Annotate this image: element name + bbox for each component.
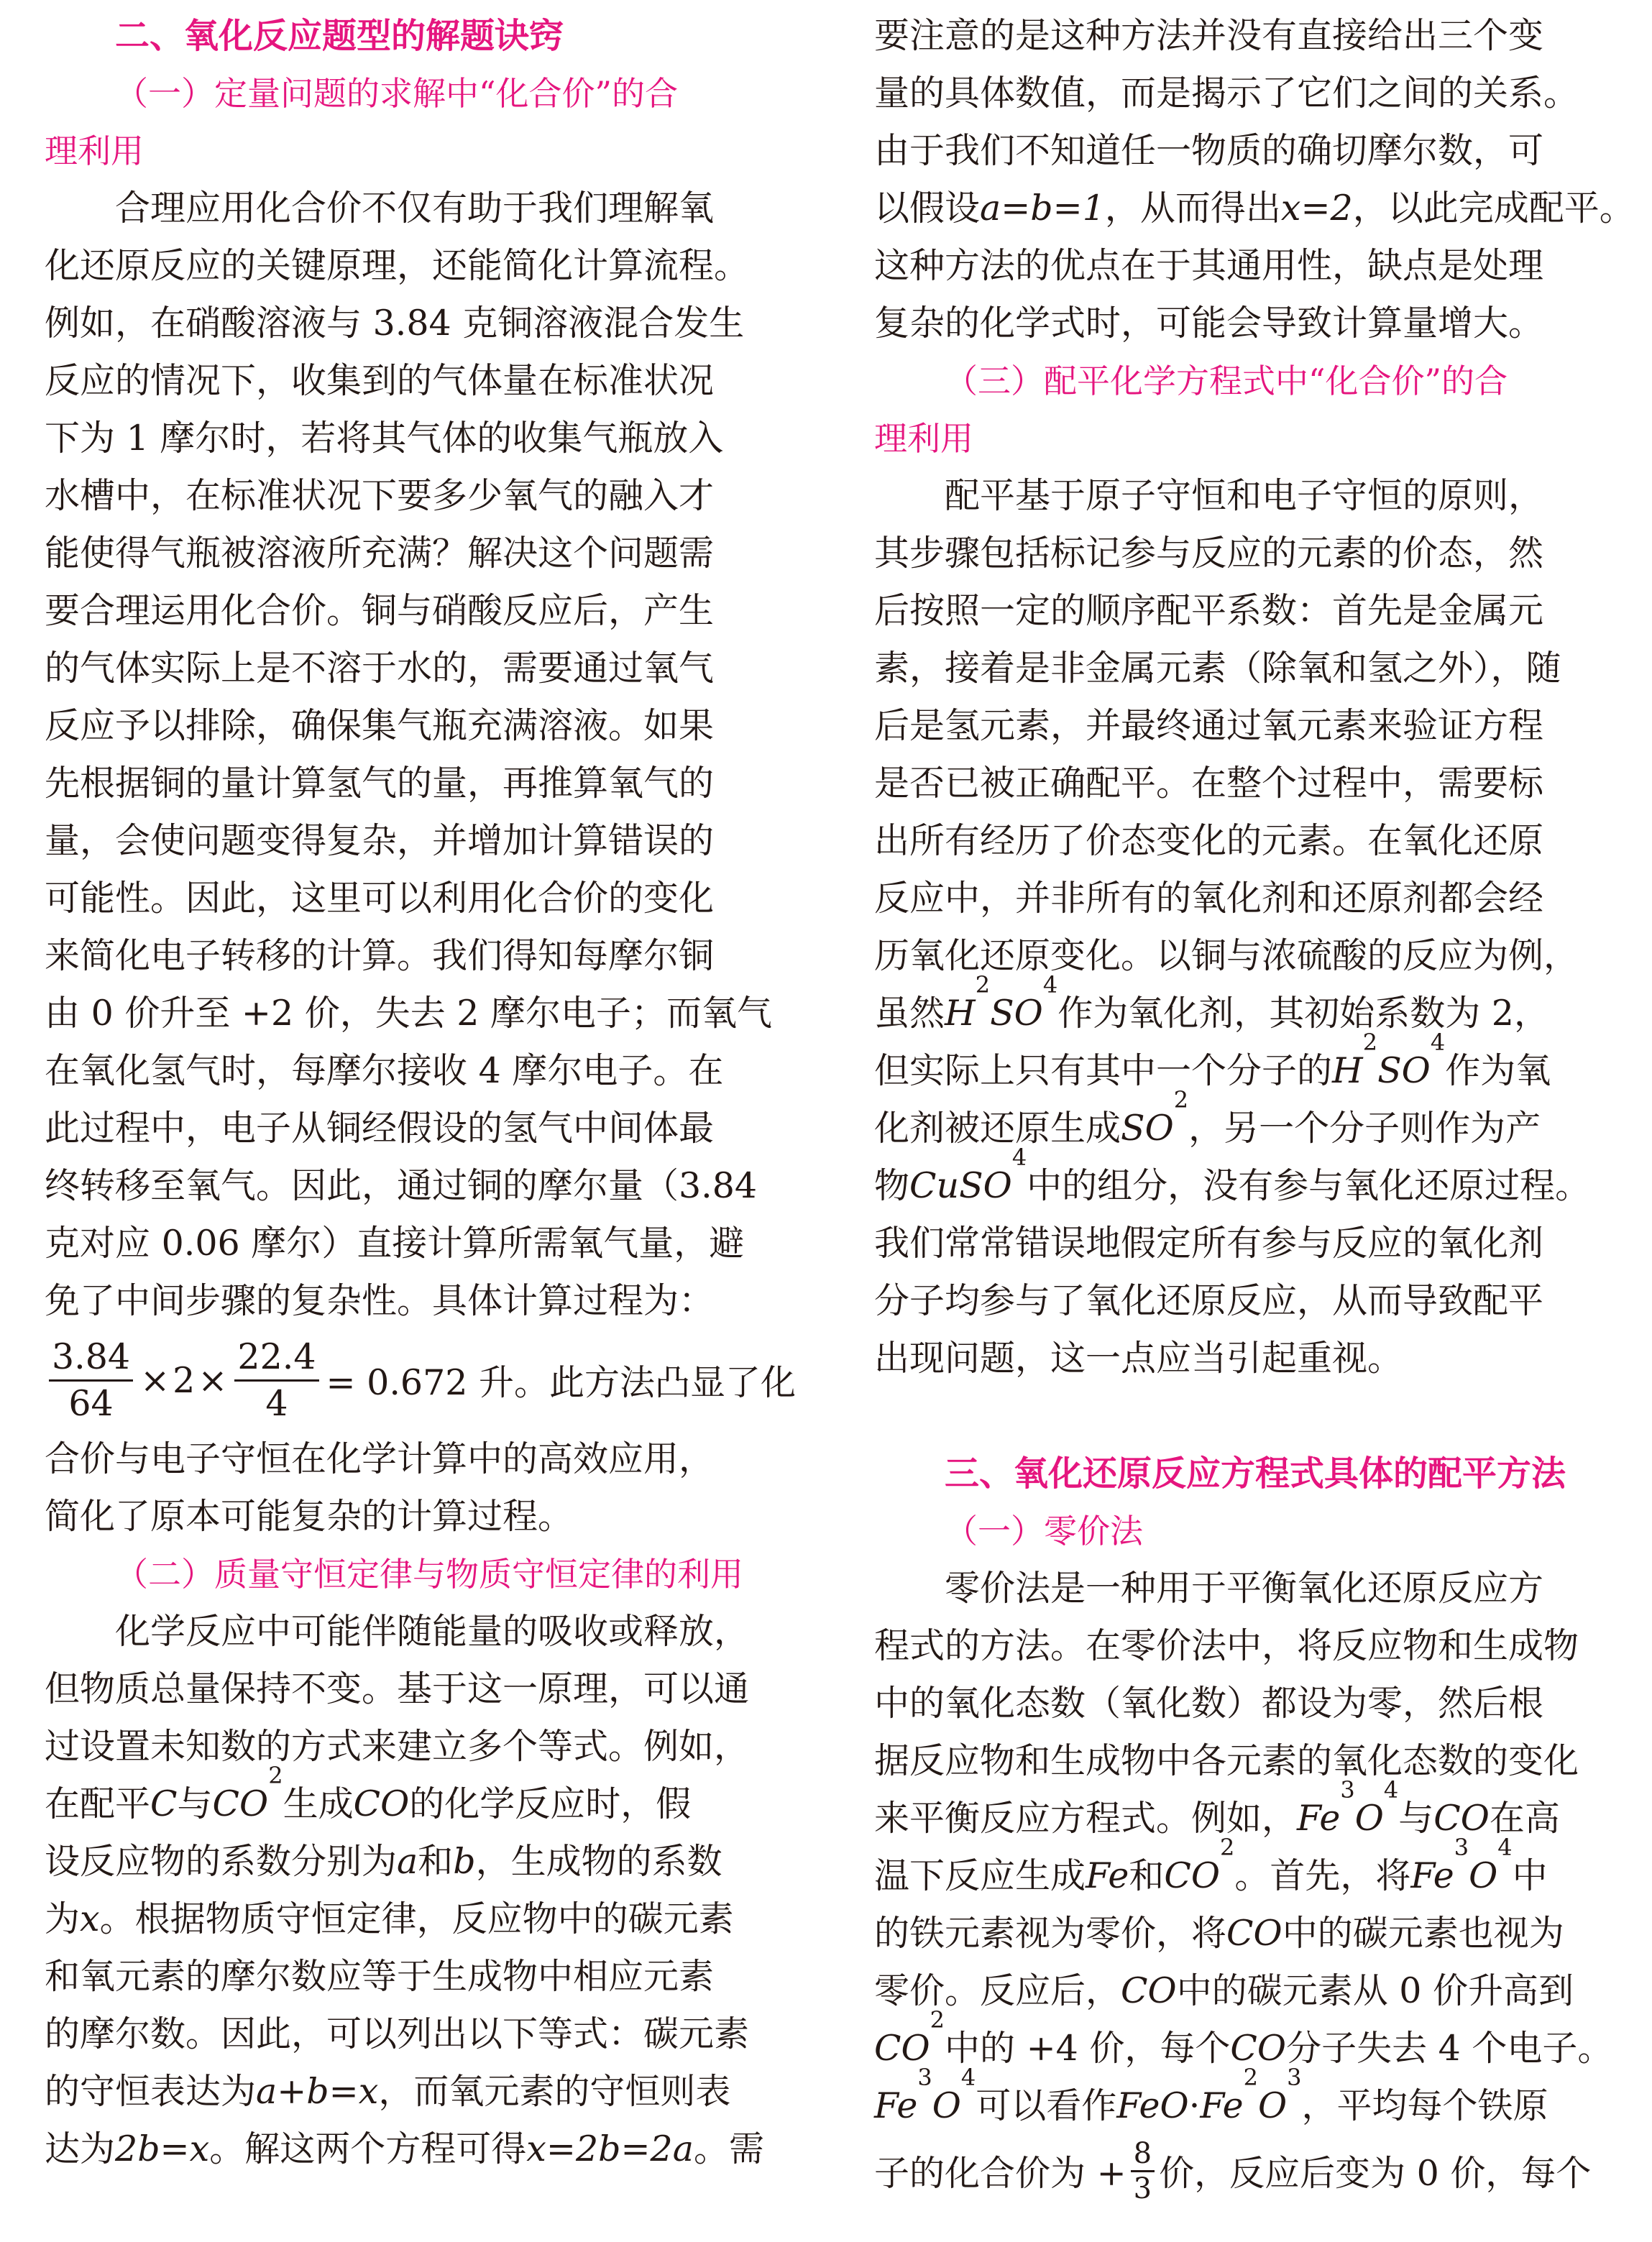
- paragraph-line: 由于我们不知道任一物质的确切摩尔数，可: [874, 130, 1544, 171]
- paragraph-line: 的铁元素视为零价，将 CO 中的碳元素也视为: [874, 1913, 1564, 1954]
- paragraph-line: 水槽中，在标准状况下要多少氧气的融入才: [45, 475, 715, 516]
- paragraph-line: 过设置未知数的方式来建立多个等式。例如，: [45, 1726, 750, 1767]
- paragraph-line: 要注意的是这种方法并没有直接给出三个变: [874, 15, 1544, 56]
- paragraph-line: 零价法是一种用于平衡氧化还原反应方: [945, 1568, 1544, 1609]
- paragraph-line: 下为 1 摩尔时，若将其气体的收集气瓶放入: [45, 418, 724, 459]
- paragraph-line: 此过程中，电子从铜经假设的氢气中间体最: [45, 1108, 715, 1149]
- paragraph-line: 这种方法的优点在于其通用性，缺点是处理: [874, 245, 1544, 286]
- paragraph-line: 在氧化氢气时，每摩尔接收 4 摩尔电子。在: [45, 1050, 724, 1091]
- paragraph-line: 达为 2b=x 。解这两个方程可得 x=2b=2a 。需: [45, 2128, 764, 2169]
- factor-two: 2: [173, 1359, 196, 1401]
- paragraph-line: 反应中，并非所有的氧化剂和还原剂都会经: [874, 878, 1544, 919]
- paragraph-line: 出所有经历了价态变化的元素。在氧化还原: [874, 820, 1544, 861]
- paragraph-line: 克对应 0.06 摩尔）直接计算所需氧气量，避: [45, 1223, 745, 1264]
- paragraph-line: 化剂被还原生成 SO 2 ，另一个分子则作为产: [874, 1086, 1541, 1149]
- paragraph-line: 但物质总量保持不变。基于这一原理，可以通: [45, 1668, 750, 1709]
- paragraph-line: 能使得气瓶被溶液所充满？解决这个问题需: [45, 533, 715, 574]
- fraction-denominator: 4: [265, 1382, 288, 1424]
- paragraph-line: 要合理运用化合价。铜与硝酸反应后，产生: [45, 590, 715, 631]
- paragraph-line: 虽然 H 2 SO 4 作为氧化剂，其初始系数为 2，: [874, 971, 1549, 1034]
- fraction-numerator: 22.4: [234, 1335, 318, 1382]
- fraction-numerator: 8: [1131, 2137, 1155, 2172]
- paragraph-line: 零价。反应后， CO 中的碳元素从 0 价升高到: [874, 1970, 1574, 2011]
- paragraph-line: 量，会使问题变得复杂，并增加计算错误的: [45, 820, 715, 861]
- paragraph-line: 素，接着是非金属元素（除氧和氢之外），随: [874, 648, 1561, 689]
- section-spacer: [874, 1387, 1652, 1445]
- paragraph-line: 反应予以排除，确保集气瓶充满溶液。如果: [45, 705, 715, 746]
- copper-oxygen-formula: [45, 1330, 828, 1430]
- fraction-molar-volume: [234, 1335, 318, 1426]
- paragraph-line: 后是氢元素，并最终通过氧元素来验证方程: [874, 705, 1544, 746]
- paragraph-line-fraction: 子的化合价为 + $\frac{8}{3}$ 价，反应后变为 0 价，每个: [874, 2136, 1592, 2205]
- paragraph-line: 为 x 。根据物质守恒定律，反应物中的碳元素: [45, 1898, 734, 1939]
- paragraph-line: 以假设 a=b=1 ，从而得出 x=2 ，以此完成配平。: [874, 188, 1635, 229]
- paragraph-line: 简化了原本可能复杂的计算过程。: [45, 1496, 574, 1537]
- subheading-3-line-2: 理利用: [874, 419, 973, 458]
- paragraph-line: 物 CuSO 4 中的组分，没有参与氧化还原过程。: [874, 1144, 1591, 1206]
- paragraph-line: 化还原反应的关键原理，还能简化计算流程。: [45, 245, 750, 286]
- paragraph-line: 分子均参与了氧化还原反应，从而导致配平: [874, 1280, 1544, 1321]
- paragraph-line: 免了中间步骤的复杂性。具体计算过程为：: [45, 1280, 715, 1321]
- paragraph-line: 出现问题，这一点应当引起重视。: [874, 1338, 1403, 1379]
- paragraph-line: 和氧元素的摩尔数应等于生成物中相应元素: [45, 1956, 715, 1997]
- paragraph-line: 但实际上只有其中一个分子的 H 2 SO 4 作为氧: [874, 1029, 1551, 1091]
- paragraph-line: 例如，在硝酸溶液与 3.84 克铜溶液混合发生: [45, 303, 745, 344]
- fraction-denominator: 3: [1133, 2172, 1152, 2205]
- fraction-copper-moles: [49, 1335, 133, 1426]
- times-sign: ×: [198, 1359, 228, 1401]
- paragraph-line: 终转移至氧气。因此，通过铜的摩尔量（3.84: [45, 1165, 758, 1206]
- paragraph-line: 在配平 C 与 CO 2 生成 CO 的化学反应时，假: [45, 1762, 692, 1824]
- paragraph-line: Fe 3 O 4 可以看作 FeO · Fe 2 O 3 ，平均每个铁原: [874, 2064, 1548, 2126]
- paragraph-line: 我们常常错误地假定所有参与反应的氧化剂: [874, 1223, 1544, 1264]
- paragraph-line: 先根据铜的量计算氢气的量，再推算氧气的: [45, 763, 715, 804]
- paragraph-line: 的守恒表达为 a+b=x ，而氧元素的守恒则表: [45, 2071, 731, 2112]
- paragraph-line: 来简化电子转移的计算。我们得知每摩尔铜: [45, 935, 715, 976]
- paragraph-line: 可能性。因此，这里可以利用化合价的变化: [45, 878, 715, 919]
- paragraph-line: 据反应物和生成物中各元素的氧化态数的变化: [874, 1740, 1579, 1781]
- paragraph-line: 化学反应中可能伴随能量的吸收或释放，: [115, 1611, 750, 1652]
- paragraph-line: 的摩尔数。因此，可以列出以下等式：碳元素: [45, 2013, 750, 2054]
- section-heading-3: 三、氧化还原反应方程式具体的配平方法: [945, 1453, 1566, 1494]
- fraction-numerator: 3.84: [49, 1335, 133, 1382]
- paragraph-line: 的气体实际上是不溶于水的，需要通过氧气: [45, 648, 715, 689]
- fraction-denominator: 64: [68, 1382, 114, 1424]
- subheading-3-line-1: （三）配平化学方程式中“化合价”的合: [945, 362, 1508, 400]
- subheading-2: （二）质量守恒定律与物质守恒定律的利用: [115, 1555, 743, 1594]
- paragraph-line: CO 2 中的 +4 价，每个 CO 分子失去 4 个电子。: [874, 2006, 1613, 2069]
- paragraph-line: 历氧化还原变化。以铜与浓硫酸的反应为例，: [874, 935, 1579, 976]
- subheading-1-line-2: 理利用: [45, 132, 144, 170]
- paragraph-line: 反应的情况下，收集到的气体量在标准状况: [45, 360, 715, 401]
- paragraph-line: 设反应物的系数分别为 a 和 b ，生成物的系数: [45, 1841, 722, 1882]
- paragraph-line: 量的具体数值，而是揭示了它们之间的关系。: [874, 73, 1579, 114]
- subheading-1-line-1: （一）定量问题的求解中“化合价”的合: [115, 74, 679, 113]
- paragraph-line: 合理应用化合价不仅有助于我们理解氧: [115, 188, 715, 229]
- paragraph-line: 中的氧化态数（氧化数）都设为零，然后根: [874, 1683, 1544, 1724]
- paragraph-line: 配平基于原子守恒和电子守恒的原则，: [945, 475, 1544, 516]
- paragraph-line: 由 0 价升至 +2 价，失去 2 摩尔电子；而氧气: [45, 993, 773, 1034]
- formula-result: = 0.672 升。此方法凸显了化: [326, 1362, 797, 1403]
- paragraph-line: 温下反应生成 Fe 和 CO 2 。首先，将 Fe 3 O 4 中: [874, 1834, 1548, 1896]
- times-sign: ×: [140, 1359, 170, 1401]
- subheading-4: （一）零价法: [945, 1512, 1143, 1550]
- paragraph-line: 合价与电子守恒在化学计算中的高效应用，: [45, 1438, 715, 1479]
- paragraph-line: 来平衡反应方程式。例如， Fe 3 O 4 与 CO 在高: [874, 1776, 1560, 1839]
- paragraph-line: 是否已被正确配平。在整个过程中，需要标: [874, 763, 1544, 804]
- paragraph-line: 程式的方法。在零价法中，将反应物和生成物: [874, 1625, 1579, 1666]
- right-column: [874, 7, 1652, 2207]
- fraction-iron-valence: [1131, 2137, 1155, 2205]
- paragraph-line: 复杂的化学式时，可能会导致计算量增大。: [874, 303, 1544, 344]
- section-heading-2: 二、氧化反应题型的解题诀窍: [115, 16, 564, 56]
- paragraph-line: 后按照一定的顺序配平系数：首先是金属元: [874, 590, 1544, 631]
- paragraph-line: 其步骤包括标记参与反应的元素的价态，然: [874, 533, 1544, 574]
- left-column: [45, 7, 828, 2178]
